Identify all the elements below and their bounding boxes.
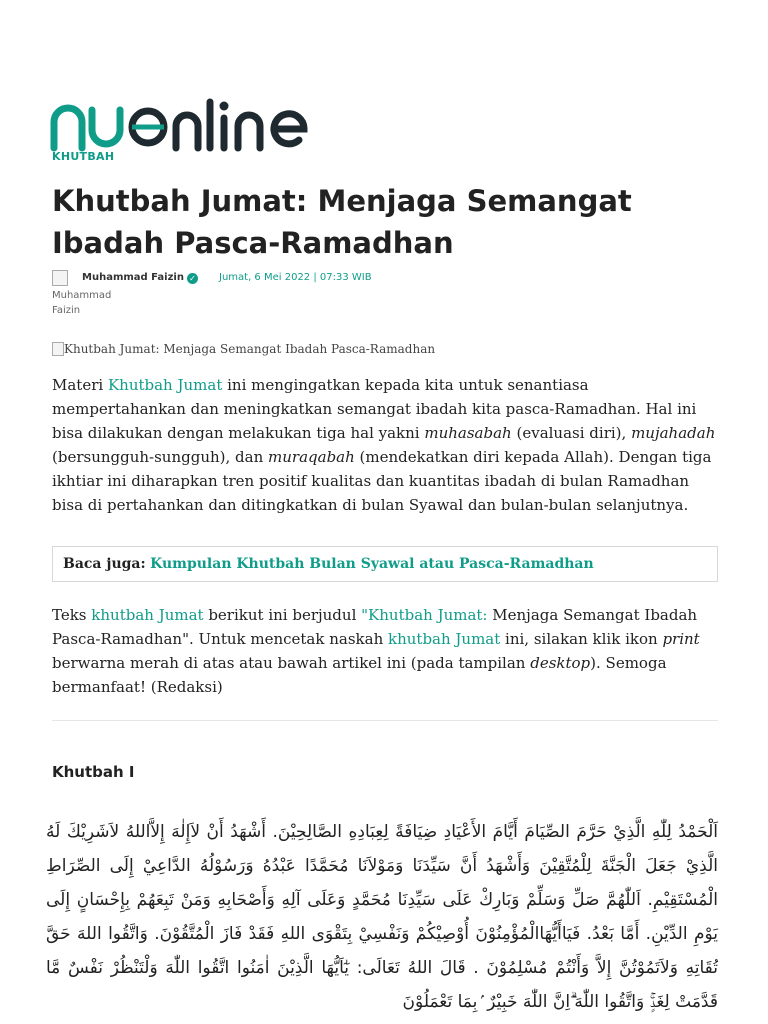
author-name-link[interactable] xyxy=(82,272,198,284)
emphasis: mujahadah xyxy=(631,424,716,442)
baca-juga-box xyxy=(52,546,718,582)
text-span: Menjaga Semangat Ibadah Pasca-Ramadhan". Untuk mencetak naskah xyxy=(52,606,698,648)
text-span: (evaluasi diri), xyxy=(511,424,632,442)
intro-paragraph xyxy=(52,373,718,517)
article-title: Khutbah Jumat: Menjaga Semangat Ibadah Pasca-Ramadhan xyxy=(52,184,632,260)
emphasis: desktop xyxy=(530,654,591,672)
section-divider xyxy=(52,720,718,721)
emphasis: muhasabah xyxy=(424,424,512,442)
author-avatar-alt-line2: Faizin xyxy=(52,305,81,316)
nuonline-logo-icon xyxy=(52,96,314,152)
baca-juga-link[interactable]: Kumpulan Khutbah Bulan Syawal atau Pasca-Ramadhan xyxy=(150,556,594,572)
baca-juga-label: Baca juga: xyxy=(63,556,146,572)
khutbah-jumat-title-link[interactable]: "Khutbah Jumat: xyxy=(361,606,488,624)
text-span: (bersungguh-sungguh), dan xyxy=(52,448,269,466)
broken-image-icon xyxy=(52,270,68,286)
khutbah-jumat-link[interactable]: Khutbah Jumat xyxy=(107,376,223,394)
text-span: berwarna merah di atas atau bawah artikel ini (pada tampilan xyxy=(52,654,531,672)
arabic-khutbah-text: اَلْحَمْدُ لِلّٰهِ الَّذِيْ حَرَّمَ الصِّيَامَ أَيَّامَ الأَعْيَادِ ضِيَافَةً لِعِبَادِهِ الصَّالِحِيْنَ. أَشْهَدُ أَنْ لاَإِلٰهَ إِلاَّاللهُ لاَشَرِيْكَ لَهُ الَّذِيْ جَعَلَ الْجَنَّةَ لِلْمُتَّقِيْنَ وَأَشْهَدُ أَنَّ سَيِّدَنَا وَمَوْلاَنَا مُحَمَّدًا عَبْدُهُ وَرَسُوْلُهُ الدَّاعِيْ إِلَى الصِّرَاطِ الْمُسْتَقِيْمِ. اَللّٰهُمَّ صَلِّ وَسَلِّمْ وَبَارِكْ عَلَى سَيِّدِنَا مُحَمَّدٍ وَعَلَى آلِهِ وَأَصْحَابِهِ وَمَنْ تَبِعَهُمْ بِإِحْسَانٍ إِلَى يَوْمِ الدِّيْنِ. أَمَّا بَعْدُ. فَيَاأَيُّهَاالْمُؤْمِنُوْنَ أُوْصِيْكُمْ وَنَفْسِيْ بِتَقْوَى اللهِ فَقَدْ فَازَ الْمُتَّقُوْنَ. وَاتَّقُوا اللهَ حَقَّ تُقَاتِهِ وَلاَتَمُوْتُنَّ إِلاَّ وَأَنْتُمْ مُسْلِمُوْنَ . قَالَ اللهُ تَعَالَى: يٰٓاَيُّهَا الَّذِيْنَ اٰمَنُوا اتَّقُوا اللّٰهَ وَلْتَنْظُرْ نَفْسٌ مَّا قَدَّمَتْ لِغَدٍۚ وَاتَّقُوا اللّٰهَ ۗاِنَّ اللّٰهَ خَبِيْرٌ ۢبِمَا تَعْمَلُوْنَ xyxy=(46,822,718,1012)
hero-image xyxy=(52,342,435,356)
text-span: berikut ini berjudul xyxy=(203,606,362,624)
text-span: ). Semoga bermanfaat! (Redaksi) xyxy=(52,654,667,696)
text-span: ini, silakan klik ikon xyxy=(500,630,663,648)
author-avatar-alt-line1: Muhammad xyxy=(52,290,112,301)
text-span: Teks xyxy=(52,606,92,624)
text-span: Materi xyxy=(52,376,108,394)
section-heading: Khutbah I xyxy=(52,763,135,781)
hero-image-alt: Khutbah Jumat: Menjaga Semangat Ibadah Pasca-Ramadhan xyxy=(64,342,436,356)
emphasis: print xyxy=(662,630,700,648)
author-name: Muhammad Faizin xyxy=(82,272,184,283)
site-logo[interactable] xyxy=(52,96,314,152)
text-span: (mendekatkan diri kepada Allah). Dengan tiga ikhtiar ini diharapkan tren positif kualitas dan kuantitas ibadah di bulan Ramadhan bisa di pertahankan dan ditingkatkan di bulan Syawal dan bulan-bulan selanjutnya. xyxy=(52,448,712,514)
article-category[interactable]: KHUTBAH xyxy=(52,150,115,163)
verified-check-icon: ✓ xyxy=(187,273,198,284)
note-paragraph xyxy=(52,603,718,699)
emphasis: muraqabah xyxy=(268,448,355,466)
broken-image-icon xyxy=(52,342,64,356)
publish-date: Jumat, 6 Mei 2022 | 07:33 WIB xyxy=(219,272,372,283)
khutbah-jumat-link[interactable]: khutbah Jumat xyxy=(91,606,204,624)
text-span: ini mengingatkan kepada kita untuk senantiasa mempertahankan dan meningkatkan semangat ibadah kita pasca-Ramadhan. Hal ini bisa dilakukan dengan melakukan tiga hal yakni xyxy=(52,376,697,442)
khutbah-jumat-link[interactable]: khutbah Jumat xyxy=(388,630,501,648)
